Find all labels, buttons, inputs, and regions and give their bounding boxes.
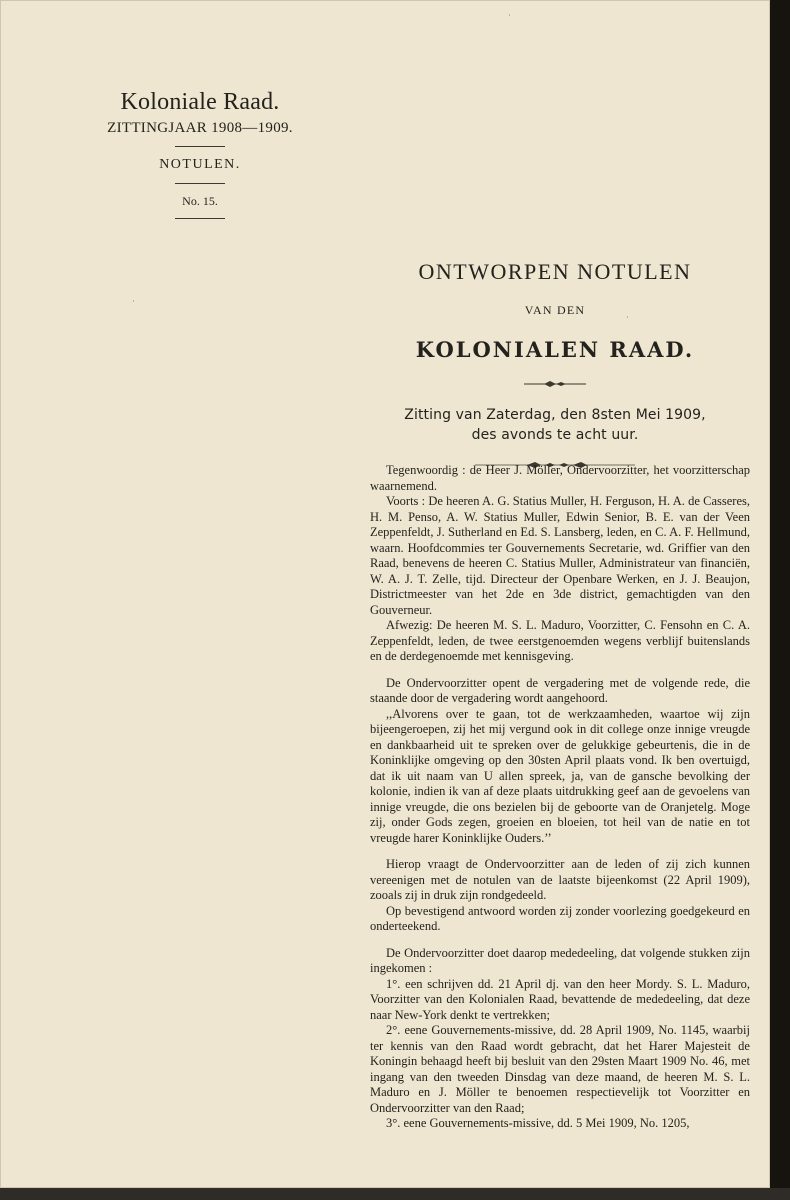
document-title: ONTWORPEN NOTULEN [418, 259, 692, 284]
incoming-documents-intro: De Ondervoorzitter doet daarop mededeeling, dat volgende stukken zijn ingekomen : [370, 945, 750, 975]
minutes-approval-answer: Op bevestigend antwoord worden zij zonder voorlezing goedgekeurd en onderteekend. [370, 903, 750, 933]
session-year: ZITTINGJAAR 1908—1909. [107, 120, 293, 136]
document-subtitle: VAN DEN [524, 303, 586, 317]
page-edge-shadow [770, 0, 790, 1188]
members-paragraph: Voorts : De heeren A. G. Statius Muller, H. Ferguson, H. A. de Casseres, H. M. Penso, A. W. Statius Muller, Edwin Senior, B. E. van der Veen Zeppenfeldt, J. Sutherland en Ed. S. Lansberg, leden, en C. A. F. Hellmund, waarn. Hoofdcommies ter Gouvernements Secretarie, wd. Griffier van den Raad, benevens de heeren C. Statius Muller, Administrateur van financiën, W. A. J. T. Zelle, tijd. Directeur der Openbare Werken, en J. J. Beaujon, Districtmeester van het 2de en 3de district, gemachtigden van den Gouverneur. [370, 494, 750, 617]
left-header-block [95, 88, 305, 227]
paper-speck [509, 14, 510, 16]
title-ornament [520, 380, 590, 388]
paper-speck [627, 316, 628, 318]
speech-paragraph: ,,Alvorens over te gaan, tot de werkzaamheden, waartoe wij zijn bijeengeroepen, zij het mij vergund ook in dit college onze innige vreugde en dankbaarheid uit te spreken over de gelukkige gebeurtenis, die in de Koninklijke omgeving op den 30sten April plaats vond. Ik ben overtuigd, dat ik uit naam van U allen spreek, ja, van de gansche bevolking der kolonie, indien ik van af deze plaats uitdrukking geef aan de gevoelens van innige vreugde, die ons bezielen bij de geboorte van de Oranjetelg. Moge zij, onder Gods zegen, groeien en bloeien, tot heil van de natie en tot vreugde harer Koninklijke Ouders.’’ [370, 706, 750, 845]
main-title-block [365, 258, 745, 469]
opening-paragraph: De Ondervoorzitter opent de vergadering met de volgende rede, die staande door de vergadering wordt aangehoord. [370, 675, 750, 705]
issue-number: No. 15. [182, 194, 218, 208]
session-title-line-2: des avonds te acht uur. [471, 427, 639, 443]
absent-paragraph: Afwezig: De heeren M. S. L. Maduro, Voorzitter, C. Fensohn en C. A. Zeppenfeldt, leden, de twee eerstgenoemden wegens verblijf buitenslands en de derdegenoemde met kennisgeving. [370, 618, 750, 663]
header-rule-3 [175, 218, 225, 219]
koloniale-raad-title: Koloniale Raad. [120, 89, 280, 115]
ornament-icon [520, 380, 590, 388]
header-rule-2 [175, 183, 225, 184]
minutes-approval-question: Hierop vraagt de Ondervoorzitter aan de leden of zij zich kunnen vereenigen met de notulen van de laatste bijeenkomst (22 April 1909), zooals zij in druk zijn rondgedeeld. [370, 857, 750, 902]
minutes-body [370, 463, 750, 1132]
council-title: KOLONIALEN RAAD. [415, 337, 695, 362]
incoming-document-3: 3°. eene Gouvernements-missive, dd. 5 Mei 1909, No. 1205, [386, 1116, 690, 1130]
attendance-paragraph: Tegenwoordig : de Heer J. Möller, Ondervoorzitter, het voorzitterschap waarnemend. [370, 463, 750, 493]
paper-speck [133, 300, 134, 302]
header-rule-1 [175, 146, 225, 147]
incoming-document-1: 1°. een schrijven dd. 21 April dj. van den heer Mordy. S. L. Maduro, Voorzitter van den Kolonialen Raad, bevattende de mededeeling, dat deze naar New-York denkt te vertrekken; [370, 976, 750, 1022]
incoming-document-2: 2°. eene Gouvernements-missive, dd. 28 April 1909, No. 1145, waarbij ter kennis van den Raad wordt gebracht, dat het Harer Majesteit de Koningin behaagd heeft bij besluit van den 29sten Maart 1909 No. 46, met ingang van den tweeden Dinsdag van deze maand, de heeren M. S. L. Maduro en J. Möller te benoemen respectievelijk tot Voorzitter en Ondervoorzitter van den Raad; [370, 1023, 750, 1115]
session-title-line-1: Zitting van Zaterdag, den 8sten Mei 1909, [404, 407, 706, 423]
notulen-label: NOTULEN. [159, 157, 241, 172]
